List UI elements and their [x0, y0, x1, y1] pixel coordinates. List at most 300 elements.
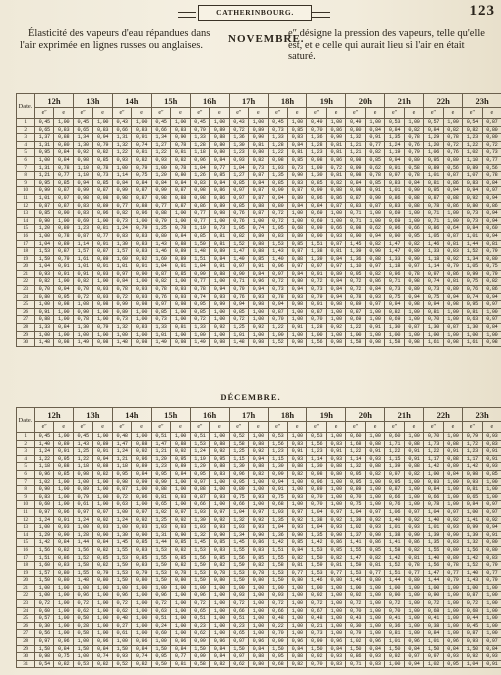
value-cell: 1,46	[346, 577, 365, 585]
value-cell: 1,00	[404, 316, 423, 324]
value-cell: 0,89	[73, 486, 92, 494]
value-cell: 1,00	[326, 119, 345, 127]
value-cell: 0,96	[287, 638, 306, 646]
value-cell: 0,90	[326, 531, 345, 539]
value-cell: 1,30	[307, 172, 326, 180]
value-cell: 0,68	[287, 225, 306, 233]
value-cell: 0,81	[463, 486, 482, 494]
value-cell: 0,84	[482, 179, 501, 187]
value-cell: 0,95	[346, 470, 365, 478]
value-cell: 0,93	[365, 293, 384, 301]
day-cell: 2	[17, 126, 35, 134]
value-cell: 0,87	[307, 308, 326, 316]
value-cell: 0,54	[463, 119, 482, 127]
day-cell: 16	[17, 232, 35, 240]
value-cell: 1,00	[404, 478, 423, 486]
value-cell: 1,27	[151, 141, 170, 149]
november-header-sub: e″	[73, 108, 92, 119]
value-cell: 1,00	[463, 584, 482, 592]
value-cell: 1,00	[93, 278, 112, 286]
value-cell: 0,81	[151, 493, 170, 501]
value-cell: 0,82	[93, 562, 112, 570]
value-cell: 0,98	[93, 301, 112, 309]
value-cell: 0,74	[463, 293, 482, 301]
value-cell: 0,78	[54, 164, 73, 172]
value-cell: 0,84	[326, 255, 345, 263]
value-cell: 1,00	[404, 217, 423, 225]
value-cell: 1,55	[112, 546, 131, 554]
day-cell: 23	[17, 286, 35, 294]
value-cell: 0,85	[151, 308, 170, 316]
day-cell: 12	[17, 202, 35, 210]
value-cell: 1,02	[424, 660, 443, 668]
value-cell: 0,68	[268, 660, 287, 668]
value-cell: 0,84	[54, 539, 73, 547]
value-cell: 0,97	[249, 508, 268, 516]
value-cell: 0,90	[35, 217, 54, 225]
value-cell: 1,00	[365, 316, 384, 324]
value-cell: 1,00	[365, 217, 384, 225]
value-cell: 0,50	[73, 615, 92, 623]
value-cell: 0,84	[385, 126, 404, 134]
value-cell: 0,85	[268, 179, 287, 187]
value-cell: 0,97	[73, 508, 92, 516]
value-cell: 1,30	[112, 240, 131, 248]
value-cell: 0,73	[268, 126, 287, 134]
value-cell: 0,99	[35, 187, 54, 195]
value-cell: 1,23	[73, 225, 92, 233]
value-cell: 0,86	[482, 202, 501, 210]
value-cell: 0,88	[249, 202, 268, 210]
value-cell: 0,89	[112, 308, 131, 316]
value-cell: 0,82	[93, 546, 112, 554]
value-cell: 0,82	[229, 232, 248, 240]
value-cell: 1,00	[365, 600, 384, 608]
value-cell: 0,22	[268, 622, 287, 630]
value-cell: 0,71	[346, 217, 365, 225]
day-cell: 18	[17, 562, 35, 570]
value-cell: 0,82	[132, 156, 151, 164]
value-cell: 0,93	[482, 653, 501, 661]
value-cell: 1,00	[132, 501, 151, 509]
value-cell: 0,78	[404, 134, 423, 142]
value-cell: 1,50	[268, 645, 287, 653]
value-cell: 0,98	[54, 339, 73, 347]
value-cell: 0,60	[385, 433, 404, 441]
value-cell: 0,48	[307, 615, 326, 623]
december-header-hour: 22h	[424, 408, 463, 422]
value-cell: 0,94	[482, 524, 501, 532]
value-cell: 0,83	[443, 248, 462, 256]
value-cell: 0,57	[424, 119, 443, 127]
intro-text	[10, 28, 496, 80]
value-cell: 1,00	[249, 501, 268, 509]
value-cell: 1,50	[424, 645, 443, 653]
value-cell: 0,72	[268, 210, 287, 218]
table-row	[17, 448, 501, 456]
value-cell: 0,85	[93, 156, 112, 164]
value-cell: 1,14	[424, 263, 443, 271]
december-header-sub: e	[404, 422, 423, 433]
value-cell: 1,00	[287, 478, 306, 486]
value-cell: 0,57	[35, 615, 54, 623]
value-cell: 1,56	[424, 562, 443, 570]
value-cell: 0,72	[112, 600, 131, 608]
value-cell: 1,00	[210, 433, 229, 441]
table-row	[17, 516, 501, 524]
november-header-sub: e	[93, 108, 112, 119]
value-cell: 1,50	[190, 240, 209, 248]
value-cell: 1,00	[112, 164, 131, 172]
value-cell: 0,71	[385, 278, 404, 286]
value-cell: 0,81	[326, 141, 345, 149]
value-cell: 1,59	[190, 562, 209, 570]
value-cell: 0,89	[93, 440, 112, 448]
value-cell: 0,66	[385, 493, 404, 501]
value-cell: 0,98	[443, 301, 462, 309]
table-row	[17, 562, 501, 570]
value-cell: 0,87	[73, 232, 92, 240]
value-cell: 0,93	[210, 524, 229, 532]
value-cell: 1,46	[151, 248, 170, 256]
value-cell: 0,92	[326, 324, 345, 332]
value-cell: 0,93	[171, 286, 190, 294]
value-cell: 1,04	[35, 263, 54, 271]
value-cell: 0,77	[482, 156, 501, 164]
value-cell: 0,87	[35, 202, 54, 210]
value-cell: 0,95	[190, 470, 209, 478]
value-cell: 0,96	[249, 278, 268, 286]
value-cell: 0,99	[463, 524, 482, 532]
november-header-sub: e″	[190, 108, 209, 119]
value-cell: 1,00	[249, 478, 268, 486]
value-cell: 0,69	[307, 217, 326, 225]
value-cell: 1,01	[229, 331, 248, 339]
value-cell: 0,82	[365, 470, 384, 478]
value-cell: 0,58	[73, 630, 92, 638]
value-cell: 0,85	[249, 554, 268, 562]
day-cell: 4	[17, 455, 35, 463]
value-cell: 0,83	[190, 179, 209, 187]
value-cell: 0,81	[424, 308, 443, 316]
value-cell: 1,00	[365, 584, 384, 592]
table-row	[17, 316, 501, 324]
value-cell: 1,00	[482, 308, 501, 316]
day-cell: 16	[17, 546, 35, 554]
value-cell: 0,74	[424, 278, 443, 286]
table-row	[17, 308, 501, 316]
value-cell: 0,89	[249, 126, 268, 134]
value-cell: 0,72	[151, 600, 170, 608]
day-cell: 24	[17, 607, 35, 615]
value-cell: 1,00	[326, 433, 345, 441]
value-cell: 1,00	[404, 331, 423, 339]
value-cell: 0,85	[171, 270, 190, 278]
value-cell: 1,60	[35, 562, 54, 570]
value-cell: 0,97	[54, 194, 73, 202]
value-cell: 0,62	[365, 164, 384, 172]
value-cell: 0,84	[463, 501, 482, 509]
value-cell: 0,84	[287, 645, 306, 653]
value-cell: 1,47	[112, 440, 131, 448]
value-cell: 0,96	[151, 592, 170, 600]
value-cell: 0,48	[112, 433, 131, 441]
value-cell: 0,77	[326, 569, 345, 577]
value-cell: 1,32	[190, 531, 209, 539]
value-cell: 0,45	[268, 119, 287, 127]
value-cell: 0,80	[482, 255, 501, 263]
value-cell: 0,99	[132, 478, 151, 486]
november-header-sub: e	[326, 108, 345, 119]
value-cell: 1,00	[249, 433, 268, 441]
value-cell: 1,35	[307, 531, 326, 539]
value-cell: 1,56	[229, 554, 248, 562]
value-cell: 1,23	[463, 448, 482, 456]
value-cell: 1,30	[385, 324, 404, 332]
value-cell: 0,98	[287, 339, 306, 347]
value-cell: 0,92	[346, 592, 365, 600]
value-cell: 0,83	[35, 493, 54, 501]
value-cell: 1,00	[54, 622, 73, 630]
value-cell: 0,91	[365, 448, 384, 456]
value-cell: 1,30	[190, 516, 209, 524]
value-cell: 1,52	[268, 339, 287, 347]
day-cell: 28	[17, 638, 35, 646]
value-cell: 0,50	[151, 660, 170, 668]
november-header-sub: e	[443, 108, 462, 119]
value-cell: 1,04	[190, 263, 209, 271]
value-cell: 0,72	[112, 293, 131, 301]
day-cell: 7	[17, 164, 35, 172]
value-cell: 0,89	[326, 270, 345, 278]
table-row	[17, 653, 501, 661]
value-cell: 1,00	[132, 630, 151, 638]
value-cell: 0,88	[443, 455, 462, 463]
value-cell: 1,43	[73, 440, 92, 448]
value-cell: 0,90	[35, 486, 54, 494]
value-cell: 1,00	[249, 600, 268, 608]
value-cell: 0,99	[307, 187, 326, 195]
value-cell: 0,84	[132, 179, 151, 187]
value-cell: 0,98	[210, 210, 229, 218]
table-row	[17, 232, 501, 240]
value-cell: 0,79	[482, 577, 501, 585]
value-cell: 1,00	[346, 584, 365, 592]
value-cell: 1,36	[307, 134, 326, 142]
value-cell: 1,48	[112, 339, 131, 347]
value-cell: 1,00	[482, 622, 501, 630]
value-cell: 0,92	[307, 653, 326, 661]
value-cell: 0,86	[249, 539, 268, 547]
value-cell: 0,78	[443, 134, 462, 142]
value-cell: 1,00	[249, 584, 268, 592]
value-cell: 0,80	[287, 577, 306, 585]
value-cell: 1,00	[210, 316, 229, 324]
value-cell: 1,33	[385, 255, 404, 263]
page-header	[0, 3, 501, 25]
value-cell: 1,50	[112, 645, 131, 653]
value-cell: 0,48	[112, 615, 131, 623]
value-cell: 0,71	[424, 210, 443, 218]
value-cell: 0,87	[404, 324, 423, 332]
value-cell: 1,00	[443, 478, 462, 486]
value-cell: 0,85	[132, 539, 151, 547]
value-cell: 1,52	[229, 240, 248, 248]
value-cell: 1,00	[424, 470, 443, 478]
value-cell: 1,00	[443, 217, 462, 225]
value-cell: 0,85	[287, 240, 306, 248]
value-cell: 0,84	[424, 486, 443, 494]
value-cell: 1,47	[385, 240, 404, 248]
value-cell: 1,71	[385, 440, 404, 448]
day-cell: 31	[17, 660, 35, 668]
value-cell: 0,77	[365, 569, 384, 577]
value-cell: 1,21	[35, 172, 54, 180]
day-cell: 3	[17, 448, 35, 456]
value-cell: 0,88	[443, 194, 462, 202]
value-cell: 0,87	[249, 172, 268, 180]
value-cell: 0,82	[249, 470, 268, 478]
value-cell: 1,45	[112, 539, 131, 547]
november-header-sub: e	[287, 108, 306, 119]
value-cell: 0,82	[249, 562, 268, 570]
value-cell: 1,00	[482, 331, 501, 339]
value-cell: 0,89	[54, 225, 73, 233]
december-header-sub: e″	[73, 422, 92, 433]
value-cell: 0,62	[190, 630, 209, 638]
value-cell: 0,79	[93, 324, 112, 332]
value-cell: 1,00	[404, 433, 423, 441]
value-cell: 0,89	[249, 232, 268, 240]
value-cell: 0,93	[93, 293, 112, 301]
value-cell: 0,97	[482, 187, 501, 195]
value-cell: 0,45	[73, 433, 92, 441]
table-row	[17, 119, 501, 127]
value-cell: 1,00	[443, 501, 462, 509]
value-cell: 0,77	[365, 141, 384, 149]
value-cell: 1,00	[132, 486, 151, 494]
november-header-sub: e″	[307, 108, 326, 119]
november-header-sub: e″	[385, 108, 404, 119]
value-cell: 1,00	[171, 501, 190, 509]
december-header-sub: e	[443, 422, 462, 433]
value-cell: 1,00	[229, 584, 248, 592]
day-cell: 6	[17, 470, 35, 478]
table-row	[17, 126, 501, 134]
value-cell: 0,93	[424, 478, 443, 486]
value-cell: 0,85	[54, 470, 73, 478]
value-cell: 0,90	[346, 232, 365, 240]
value-cell: 1,00	[132, 584, 151, 592]
value-cell: 1,53	[190, 546, 209, 554]
value-cell: 0,88	[404, 202, 423, 210]
value-cell: 0,79	[443, 577, 462, 585]
value-cell: 0,80	[365, 577, 384, 585]
value-cell: 0,83	[287, 179, 306, 187]
december-header-sub: e	[93, 422, 112, 433]
value-cell: 0,67	[307, 607, 326, 615]
value-cell: 0,85	[229, 308, 248, 316]
header-ornament-left	[178, 12, 196, 18]
value-cell: 0,90	[287, 531, 306, 539]
value-cell: 0,51	[190, 433, 209, 441]
value-cell: 1,42	[307, 539, 326, 547]
value-cell: 0,73	[307, 630, 326, 638]
table-row	[17, 638, 501, 646]
value-cell: 0,93	[132, 286, 151, 294]
value-cell: 1,00	[171, 217, 190, 225]
value-cell: 0,99	[151, 478, 170, 486]
day-cell: 9	[17, 493, 35, 501]
value-cell: 0,88	[326, 187, 345, 195]
value-cell: 0,95	[35, 149, 54, 157]
value-cell: 1,00	[171, 308, 190, 316]
value-cell: 0,80	[482, 134, 501, 142]
day-cell: 7	[17, 478, 35, 486]
value-cell: 1,00	[210, 331, 229, 339]
value-cell: 1,01	[35, 194, 54, 202]
value-cell: 1,41	[385, 539, 404, 547]
value-cell: 1,04	[229, 164, 248, 172]
value-cell: 1,30	[229, 141, 248, 149]
value-cell: 1,22	[268, 149, 287, 157]
value-cell: 1,00	[365, 493, 384, 501]
value-cell: 0,91	[132, 263, 151, 271]
value-cell: 1,00	[132, 278, 151, 286]
value-cell: 0,97	[443, 508, 462, 516]
day-cell: 30	[17, 653, 35, 661]
value-cell: 0,95	[54, 455, 73, 463]
value-cell: 0,82	[365, 554, 384, 562]
value-cell: 0,96	[249, 638, 268, 646]
value-cell: 1,00	[482, 486, 501, 494]
value-cell: 0,78	[346, 293, 365, 301]
value-cell: 1,00	[365, 615, 384, 623]
table-row	[17, 463, 501, 471]
value-cell: 1,00	[210, 584, 229, 592]
table-row	[17, 508, 501, 516]
value-cell: 0,86	[482, 286, 501, 294]
value-cell: 1,00	[307, 584, 326, 592]
value-cell: 0,81	[482, 240, 501, 248]
value-cell: 0,83	[482, 554, 501, 562]
value-cell: 0,81	[443, 240, 462, 248]
value-cell: 0,96	[307, 194, 326, 202]
intro-right-text: e″ désigne la pression des vapeurs, telle qu'elle est, et e celle qui aurait lieu si l'air en était saturé.	[288, 28, 485, 62]
value-cell: 0,87	[443, 232, 462, 240]
value-cell: 0,88	[93, 463, 112, 471]
value-cell: 1,00	[326, 630, 345, 638]
value-cell: 1,00	[249, 607, 268, 615]
value-cell: 1,00	[54, 217, 73, 225]
december-header-hour: 21h	[385, 408, 424, 422]
value-cell: 1,06	[385, 508, 404, 516]
value-cell: 1,50	[385, 645, 404, 653]
value-cell: 1,50	[190, 577, 209, 585]
day-cell: 15	[17, 225, 35, 233]
value-cell: 0,73	[249, 164, 268, 172]
day-cell: 8	[17, 172, 35, 180]
table-row	[17, 339, 501, 347]
day-cell: 22	[17, 592, 35, 600]
value-cell: 1,00	[249, 217, 268, 225]
value-cell: 0,96	[54, 508, 73, 516]
value-cell: 0,87	[365, 202, 384, 210]
value-cell: 0,83	[463, 179, 482, 187]
value-cell: 0,82	[73, 278, 92, 286]
value-cell: 1,30	[307, 463, 326, 471]
header-ornament-right	[312, 12, 330, 18]
